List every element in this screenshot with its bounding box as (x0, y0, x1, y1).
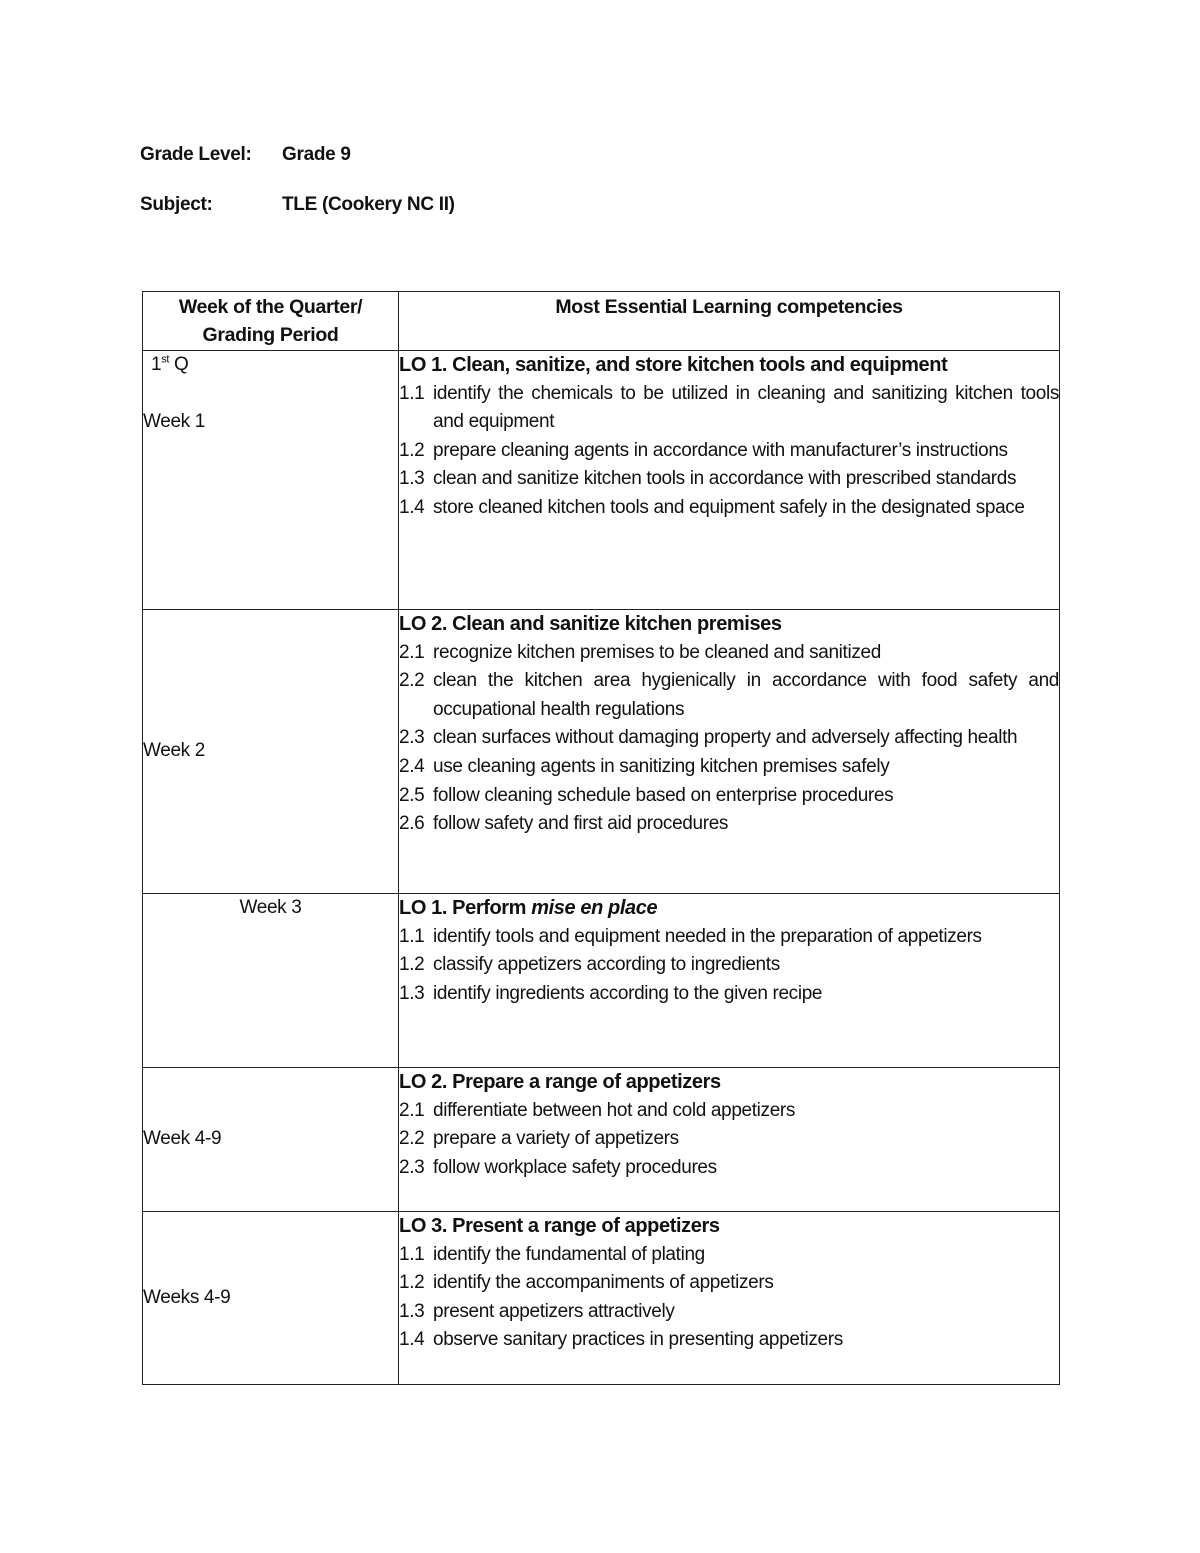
item-text: recognize kitchen premises to be cleaned and sanitized (433, 641, 881, 663)
table-row (143, 610, 1060, 894)
grade-level-label: Grade Level: (140, 144, 252, 165)
list-item (399, 465, 1059, 494)
item-number: 1.2 (399, 1272, 425, 1294)
list-item (399, 810, 1059, 839)
competency-cell (399, 1068, 1060, 1212)
week-header-line-2: Grading Period (202, 324, 339, 346)
item-number: 1.2 (399, 954, 425, 976)
list-item (399, 1298, 1059, 1327)
item-text: classify appetizers according to ingredients (433, 954, 780, 976)
subject-label: Subject: (140, 194, 213, 215)
competency-cell (399, 894, 1060, 1068)
week-column-header (143, 292, 399, 351)
week-label: Weeks 4-9 (143, 1286, 231, 1308)
table-header-row (143, 292, 1060, 351)
item-text: identify the accompaniments of appetizers (433, 1272, 774, 1294)
item-number: 1.3 (399, 1300, 425, 1322)
table-row (143, 351, 1060, 610)
quarter-ordinal: st (161, 353, 170, 366)
quarter-label (143, 351, 398, 380)
item-number: 2.2 (399, 670, 425, 692)
item-text: differentiate between hot and cold appetizers (433, 1099, 796, 1121)
item-number: 1.3 (399, 982, 425, 1004)
item-number: 1.4 (399, 1329, 425, 1351)
lo-title-italic: mise en place (531, 897, 658, 919)
item-text: identify the chemicals to be utilized in cleaning and sanitizing kitchen tools and equipment (433, 382, 1059, 433)
item-text: follow workplace safety procedures (433, 1156, 717, 1178)
quarter-letter: Q (174, 354, 189, 375)
item-number: 1.1 (399, 925, 425, 947)
item-number: 2.5 (399, 784, 425, 806)
lo-title: LO 3. Present a range of appetizers (399, 1215, 720, 1237)
item-text: prepare cleaning agents in accordance with manufacturer’s instructions (433, 439, 1008, 461)
list-item (399, 724, 1059, 753)
lo-title (399, 894, 1059, 923)
week-cell (143, 610, 399, 894)
item-text: clean the kitchen area hygienically in accordance with food safety and occupational health regulations (433, 670, 1059, 720)
list-item (399, 639, 1059, 668)
lo-title: LO 1. Clean, sanitize, and store kitchen tools and equipment (399, 354, 948, 376)
week-label: Week 4-9 (143, 1128, 222, 1150)
week-cell (143, 351, 399, 610)
item-text: store cleaned kitchen tools and equipment safely in the designated space (433, 496, 1025, 518)
item-text: clean and sanitize kitchen tools in accordance with prescribed standards (433, 468, 1017, 490)
grade-level-line (140, 144, 351, 166)
week-cell (143, 894, 399, 1068)
week-label: Week 2 (143, 740, 205, 762)
item-number: 1.1 (399, 382, 425, 404)
quarter-number: 1 (151, 354, 162, 375)
item-text: identify ingredients according to the given recipe (433, 982, 823, 1004)
subject-value: TLE (Cookery NC II) (282, 194, 455, 215)
list-item (399, 951, 1059, 980)
list-item (399, 1097, 1059, 1126)
item-number: 2.3 (399, 1156, 425, 1178)
lo-title-prefix: LO 1. Perform (399, 897, 532, 919)
item-text: prepare a variety of appetizers (433, 1128, 679, 1150)
week-cell (143, 1212, 399, 1385)
week-header-line-1: Week of the Quarter/ (178, 296, 363, 318)
item-text: identify the fundamental of plating (433, 1243, 705, 1265)
list-item (399, 1241, 1059, 1270)
competencies-column-header: Most Essential Learning competencies (399, 292, 1060, 351)
table-row (143, 1212, 1060, 1385)
item-number: 2.4 (399, 755, 425, 777)
table-row (143, 1068, 1060, 1212)
item-number: 2.2 (399, 1128, 425, 1150)
item-text: present appetizers attractively (433, 1300, 675, 1322)
list-item (399, 1326, 1059, 1355)
subject-line (140, 194, 455, 216)
item-number: 1.2 (399, 439, 425, 461)
list-item (399, 923, 1059, 952)
week-cell (143, 1068, 399, 1212)
list-item (399, 980, 1059, 1009)
competencies-table (142, 291, 1060, 1385)
competency-cell (399, 351, 1060, 610)
list-item (399, 380, 1059, 437)
item-text: follow safety and first aid procedures (433, 813, 729, 835)
item-text: clean surfaces without damaging property and adversely affecting health (433, 727, 1018, 749)
item-text: observe sanitary practices in presenting appetizers (433, 1329, 843, 1351)
grade-level-value: Grade 9 (282, 144, 351, 165)
item-number: 2.6 (399, 813, 425, 835)
competency-cell (399, 610, 1060, 894)
lo-title: LO 2. Clean and sanitize kitchen premises (399, 613, 782, 635)
lo-title: LO 2. Prepare a range of appetizers (399, 1071, 721, 1093)
list-item (399, 667, 1059, 724)
item-text: identify tools and equipment needed in the preparation of appetizers (433, 925, 982, 947)
item-number: 2.1 (399, 641, 425, 663)
list-item (399, 494, 1059, 523)
table-row (143, 894, 1060, 1068)
list-item (399, 753, 1059, 782)
item-text: follow cleaning schedule based on enterprise procedures (433, 784, 894, 806)
list-item (399, 782, 1059, 811)
list-item (399, 437, 1059, 466)
list-item (399, 1154, 1059, 1183)
week-label: Week 1 (143, 411, 205, 433)
item-number: 1.1 (399, 1243, 425, 1265)
item-number: 1.4 (399, 496, 425, 518)
competency-cell (399, 1212, 1060, 1385)
item-text: use cleaning agents in sanitizing kitchen premises safely (433, 755, 890, 777)
item-number: 2.1 (399, 1099, 425, 1121)
item-number: 2.3 (399, 727, 425, 749)
week-label: Week 3 (239, 897, 302, 918)
list-item (399, 1269, 1059, 1298)
item-number: 1.3 (399, 468, 425, 490)
list-item (399, 1125, 1059, 1154)
